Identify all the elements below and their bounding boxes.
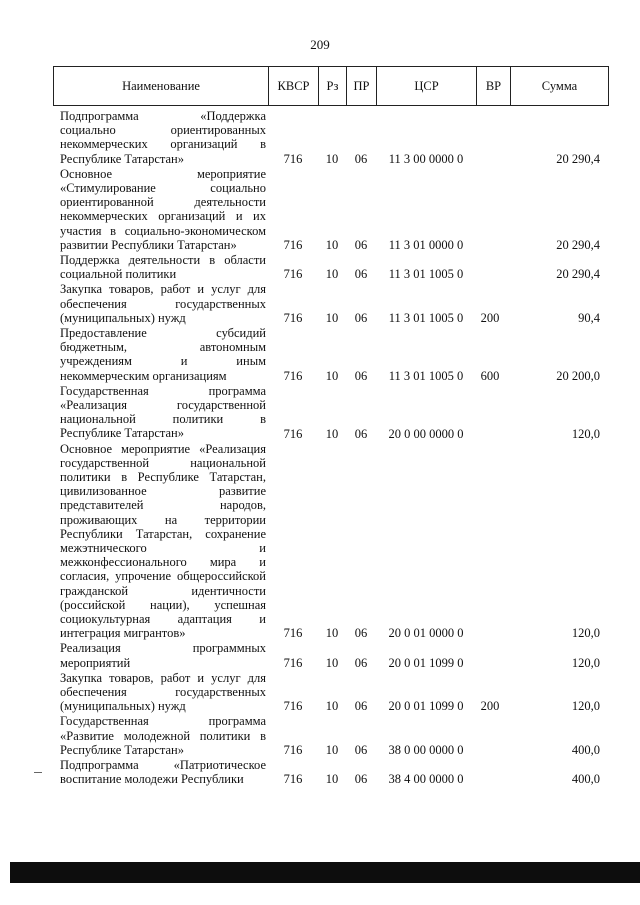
row-name-line: «Реализация государственной	[60, 398, 266, 412]
cell-csr: 11 3 00 0000 0	[388, 151, 464, 166]
table-row	[0, 714, 640, 757]
table-row	[0, 641, 640, 669]
cell-pr: 06	[354, 655, 368, 670]
table-row	[0, 384, 640, 441]
cell-vr: 600	[480, 368, 500, 383]
cell-sum: 120,0	[571, 426, 600, 441]
row-name-line: Основное мероприятие	[60, 166, 266, 181]
row-name-line: национальной политики в	[60, 412, 266, 427]
row-name	[60, 758, 266, 786]
row-name-line: согласия, упрочение общероссийской	[60, 569, 266, 584]
row-name-line: социальной политики	[60, 267, 177, 282]
row-name-line: Закупка товаров, работ и услуг для	[60, 670, 266, 685]
row-name-line: участия в социально-экономическом	[60, 223, 266, 238]
row-name-line: Поддержка деятельности в области	[60, 253, 266, 267]
row-name-line: гражданской идентичности	[60, 583, 266, 598]
row-name-line: Республике Татарстан»	[60, 151, 184, 166]
cell-rz: 10	[325, 626, 339, 641]
row-name-line: представителей народов,	[60, 498, 266, 513]
cell-csr: 20 0 01 1099 0	[388, 699, 464, 714]
cell-kvsr: 716	[283, 772, 303, 787]
row-name	[60, 282, 266, 325]
scan-bottom-bar	[10, 862, 640, 883]
row-name-line: (российской нации), успешная	[60, 597, 266, 612]
row-name	[60, 641, 266, 669]
cell-kvsr: 716	[283, 655, 303, 670]
cell-rz: 10	[325, 310, 339, 325]
table-row	[0, 758, 640, 786]
header-csr: ЦСР	[377, 67, 477, 105]
header-sum: Сумма	[541, 78, 578, 93]
cell-pr: 06	[354, 267, 368, 282]
row-name-line: некоммерческих организаций и их	[60, 209, 266, 224]
cell-pr: 06	[354, 426, 368, 441]
row-name-line: некоммерческих организаций в	[60, 137, 266, 152]
cell-sum: 90,4	[578, 310, 600, 325]
row-name-line: Государственная программа	[60, 383, 266, 398]
row-name-line: межконфессионального мира и	[60, 555, 266, 570]
row-name-line: Реализация программных	[60, 641, 266, 656]
row-name-line: Государственная программа	[60, 714, 266, 729]
cell-csr: 20 0 01 1099 0	[388, 655, 464, 670]
row-name-line: социально ориентированных	[60, 123, 266, 138]
cell-rz: 10	[325, 655, 339, 670]
cell-sum: 20 290,4	[556, 267, 600, 282]
row-name-line: обеспечения государственных	[60, 296, 266, 311]
row-name-line: Подпрограмма «Поддержка	[60, 109, 266, 123]
row-name-line: бюджетным, автономным	[60, 340, 266, 355]
cell-pr: 06	[354, 626, 368, 641]
row-name-line: «Развитие молодежной политики в	[60, 728, 266, 743]
cell-rz: 10	[325, 368, 339, 383]
cell-sum: 120,0	[571, 626, 600, 641]
header-kvsr: КВСР	[269, 67, 319, 105]
header-rz: Рз	[319, 67, 347, 105]
cell-csr: 11 3 01 1005 0	[388, 267, 464, 282]
row-name-line: Республике Татарстан»	[60, 426, 184, 441]
row-name-line: политики в Республике Татарстан,	[60, 470, 266, 484]
table-row	[0, 167, 640, 252]
cell-pr: 06	[354, 699, 368, 714]
row-name	[60, 253, 266, 281]
row-name-line: проживающих на территории	[60, 512, 266, 527]
row-name	[60, 714, 266, 757]
cell-sum: 20 200,0	[556, 368, 600, 383]
row-name-line: (муниципальных) нужд	[60, 699, 186, 714]
cell-rz: 10	[325, 267, 339, 282]
row-name-line: мероприятий	[60, 655, 131, 670]
row-name-line: некоммерческим организациям	[60, 368, 227, 383]
cell-pr: 06	[354, 237, 368, 252]
header-pr: ПР	[347, 67, 377, 105]
scan-mark	[34, 772, 42, 773]
cell-kvsr: 716	[283, 267, 303, 282]
row-name-line: ориентированной деятельности	[60, 195, 266, 210]
header-vr: ВР	[477, 67, 511, 105]
row-name-line: учреждениям и иным	[60, 354, 266, 369]
row-name-line: развитии Республики Татарстан»	[60, 237, 237, 252]
row-name-line: Республики Татарстан, сохранение	[60, 526, 266, 541]
cell-sum: 120,0	[571, 655, 600, 670]
cell-sum: 20 290,4	[556, 151, 600, 166]
cell-csr: 38 4 00 0000 0	[388, 772, 464, 787]
cell-rz: 10	[325, 237, 339, 252]
cell-pr: 06	[354, 772, 368, 787]
cell-csr: 20 0 00 0000 0	[388, 426, 464, 441]
row-name-line: (муниципальных) нужд	[60, 310, 186, 325]
cell-csr: 38 0 00 0000 0	[388, 742, 464, 757]
table-row	[0, 671, 640, 714]
row-name-line: Предоставление субсидий	[60, 326, 266, 340]
cell-vr: 200	[480, 310, 500, 325]
row-name-line: Закупка товаров, работ и услуг для	[60, 282, 266, 297]
row-name	[60, 326, 266, 383]
cell-sum: 400,0	[571, 772, 600, 787]
cell-sum: 20 290,4	[556, 237, 600, 252]
header-name: Наименование	[54, 67, 269, 105]
cell-pr: 06	[354, 310, 368, 325]
row-name-line: государственной национальной	[60, 455, 266, 470]
row-name-line: социокультурная адаптация и	[60, 612, 266, 627]
cell-kvsr: 716	[283, 699, 303, 714]
cell-kvsr: 716	[283, 626, 303, 641]
row-name	[60, 384, 266, 441]
table-row	[0, 442, 640, 641]
cell-rz: 10	[325, 772, 339, 787]
table-header	[53, 66, 609, 106]
cell-kvsr: 716	[283, 368, 303, 383]
row-name-line: интеграция мигрантов»	[60, 626, 186, 641]
cell-rz: 10	[325, 151, 339, 166]
row-name-line: Республике Татарстан»	[60, 742, 184, 757]
cell-kvsr: 716	[283, 426, 303, 441]
row-name-line: обеспечения государственных	[60, 685, 266, 699]
cell-sum: 120,0	[571, 699, 600, 714]
row-name-line: межэтнического и	[60, 541, 266, 556]
row-name	[60, 442, 266, 641]
table-row	[0, 253, 640, 281]
table-row	[0, 282, 640, 325]
row-name-line: Основное мероприятие «Реализация	[60, 441, 266, 456]
cell-csr: 11 3 01 1005 0	[388, 310, 464, 325]
cell-pr: 06	[354, 742, 368, 757]
row-name-line: цивилизованное развитие	[60, 484, 266, 499]
cell-sum: 400,0	[571, 742, 600, 757]
table-row	[0, 326, 640, 383]
cell-csr: 11 3 01 1005 0	[388, 368, 464, 383]
cell-csr: 11 3 01 0000 0	[388, 237, 464, 252]
row-name-line: «Стимулирование социально	[60, 181, 266, 195]
cell-kvsr: 716	[283, 310, 303, 325]
row-name-line: Подпрограмма «Патриотическое	[60, 758, 266, 772]
cell-rz: 10	[325, 699, 339, 714]
row-name-line: воспитание молодежи Республики	[60, 772, 244, 787]
cell-pr: 06	[354, 368, 368, 383]
row-name	[60, 109, 266, 166]
cell-csr: 20 0 01 0000 0	[388, 626, 464, 641]
cell-kvsr: 716	[283, 237, 303, 252]
cell-vr: 200	[480, 699, 500, 714]
cell-kvsr: 716	[283, 151, 303, 166]
cell-pr: 06	[354, 151, 368, 166]
row-name	[60, 671, 266, 714]
table-row	[0, 109, 640, 166]
cell-kvsr: 716	[283, 742, 303, 757]
row-name	[60, 167, 266, 252]
page-number: 209	[310, 37, 330, 52]
cell-rz: 10	[325, 742, 339, 757]
cell-rz: 10	[325, 426, 339, 441]
